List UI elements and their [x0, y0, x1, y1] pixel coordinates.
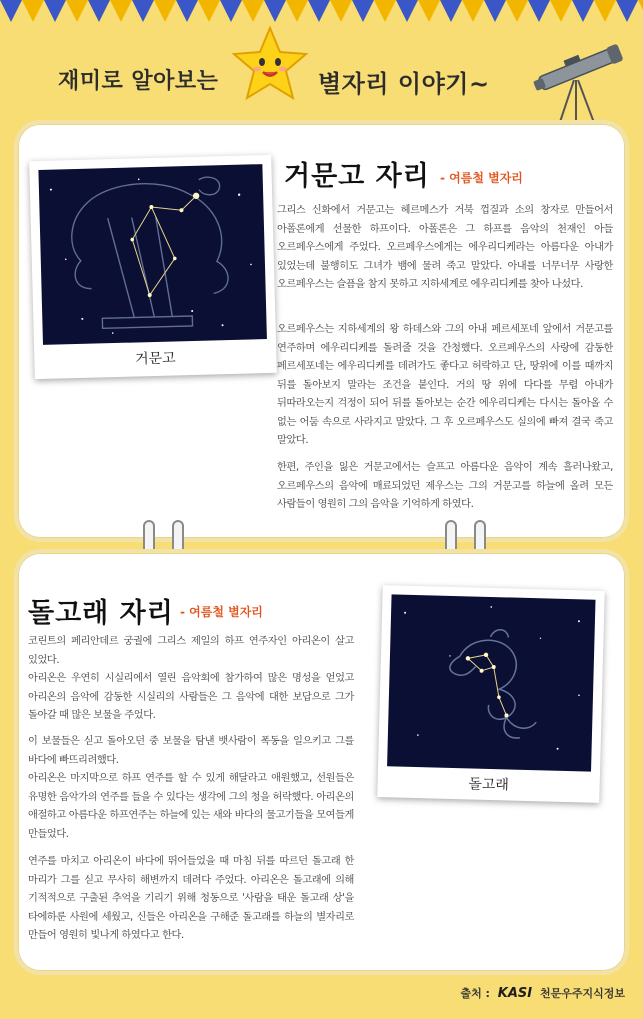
kasi-logo: KASI: [497, 986, 533, 1001]
bunting-flag: [572, 0, 594, 22]
lyra-photo: [29, 155, 277, 379]
bunting-flag: [0, 0, 22, 22]
bunting-flag: [264, 0, 286, 22]
bunting-flag: [374, 0, 396, 22]
delphinus-paragraph-1: 코린트의 페리안데르 궁궐에 그리스 제일의 하프 연주자인 아리온이 살고 있었다. 아리온은 우연히 시실리에서 열린 음악회에 참가하여 많은 명성을 얻었고 아리온의 음악에 감동한 시실리의 사람들은 그 음악에 대한 보답으로 그가 돌아갈 때 많은 보물을 주었다.: [28, 636, 354, 721]
bunting-flag: [638, 0, 643, 22]
lyra-subtitle: - 여름철 별자리: [440, 171, 523, 185]
bunting-flag: [22, 0, 44, 22]
bunting-flag: [352, 0, 374, 22]
bunting-flag: [44, 0, 66, 22]
bunting-flag: [330, 0, 352, 22]
bunting-flag: [110, 0, 132, 22]
page-header: [0, 26, 643, 126]
delphinus-title: 돌고래 자리: [28, 598, 174, 629]
bunting-flag: [616, 0, 638, 22]
lyra-constellation-image: [38, 164, 267, 345]
bunting-flag: [550, 0, 572, 22]
lyra-card: [14, 120, 629, 542]
bunting-flag: [418, 0, 440, 22]
bunting-flag: [176, 0, 198, 22]
source-credit: [460, 985, 625, 1001]
delphinus-subtitle: - 여름철 별자리: [180, 605, 263, 619]
lyra-paragraph-1: 그리스 신화에서 거문고는 헤르메스가 거북 껍질과 소의 창자로 만들어서 아폴론에게 선물한 하프이다. 아폴론은 그 하프를 음악의 천재인 아들 오르페우스에게 주었다. 오르페우스에게는 에우리디케라는 아름다운 아내가 있었는데 불행히도 그녀가 뱀에 물려 죽고 말았다. 아내를 너무너무 사랑한 오르페우스는 슬픔을 참지 못하고 지하세계로 에우리디케를 찾아 나섰다.: [277, 205, 613, 290]
bunting-flag: [220, 0, 242, 22]
delphinus-paragraph-3: 연주를 마치고 아리온이 바다에 뛰어들었을 때 마침 뒤를 따르던 돌고래 한 마리가 그를 싣고 무사히 해변까지 데려다 주었다. 아리온은 돌고래에 의해 기적적으로 구출된 추억을 기리기 위해 청동으로 '사람을 태운 돌고래 상'을 타에하룬 사원에 세웠고, 신들은 아리온을 구해준 돌고래를 하늘의 별자리로 만들어 영원히 빛나게 하였다고 한다.: [28, 856, 354, 941]
bunting-flag: [198, 0, 220, 22]
lyra-caption: 거문고: [134, 350, 176, 368]
bunting-flag: [440, 0, 462, 22]
telescope-icon: [528, 40, 628, 130]
bunting-flag: [484, 0, 506, 22]
bunting-flag: [594, 0, 616, 22]
bunting-flags: [0, 0, 643, 26]
bunting-flag: [286, 0, 308, 22]
bunting-flag: [308, 0, 330, 22]
bunting-flag: [154, 0, 176, 22]
bunting-flag: [528, 0, 550, 22]
source-label: 출처 :: [460, 987, 490, 1000]
source-organization: 천문우주지식정보: [539, 987, 625, 1000]
lyra-paragraph-3: 한편, 주인을 잃은 거문고에서는 슬프고 아름다운 음악이 계속 흘러나왔고, 오르페우스의 음악에 매료되었던 제우스는 그의 거문고를 하늘에 올려 모든 사람들이 영원히 그의 음악을 기억하게 하였다.: [277, 462, 613, 510]
bunting-flag: [462, 0, 484, 22]
delphinus-paragraph-2: 이 보물들은 싣고 돌아오던 중 보물을 탐낸 뱃사람이 폭동을 일으키고 그를 바다에 빠뜨리려했다. 아리온은 마지막으로 하프 연주를 할 수 있게 해달라고 애원했고, 선원들은 유명한 음악가의 연주를 들을 수 있다는 생각에 그의 청을 허락했다. 아리온의 애절하고 아름다운 하프연주는 하늘에 있는 새와 바다의 물고기들을 모여들게 만들었다.: [28, 736, 354, 840]
bunting-flag: [66, 0, 88, 22]
bunting-flag: [396, 0, 418, 22]
delphinus-photo: [377, 585, 604, 803]
bunting-flag: [506, 0, 528, 22]
lyra-paragraph-2: 오르페우스는 지하세계의 왕 하데스와 그의 아내 페르세포네 앞에서 거문고를 연주하며 에우리디케를 돌려줄 것을 간청했다. 오르페우스의 사랑에 감동한 페르세포네는 에우리디케를 데려가도 좋다고 허락하고 단, 땅위에 이를 때까지 뒤를 돌아보지 말라는 조건을 붙인다. 거의 땅 위에 다다를 무렵 아내가 뒤따라오는지 걱정이 되어 뒤를 돌아보는 순간 에우리디케는 다시는 돌아올 수 없는 어둠 속으로 사라지고 말았다. 그 후 오르페우스도 실의에 빠져 결국 죽고 말았다.: [277, 324, 613, 446]
bunting-flag: [242, 0, 264, 22]
bunting-flag: [88, 0, 110, 22]
delphinus-caption: 돌고래: [468, 776, 510, 794]
header-title-left: 재미로 알아보는: [58, 69, 219, 94]
header-title-right: 별자리 이야기~: [318, 70, 490, 98]
lyra-title: 거문고 자리: [284, 161, 430, 192]
delphinus-card: [14, 549, 629, 975]
star-mascot-icon: [230, 24, 310, 104]
delphinus-constellation-image: [387, 594, 595, 771]
bunting-flag: [132, 0, 154, 22]
